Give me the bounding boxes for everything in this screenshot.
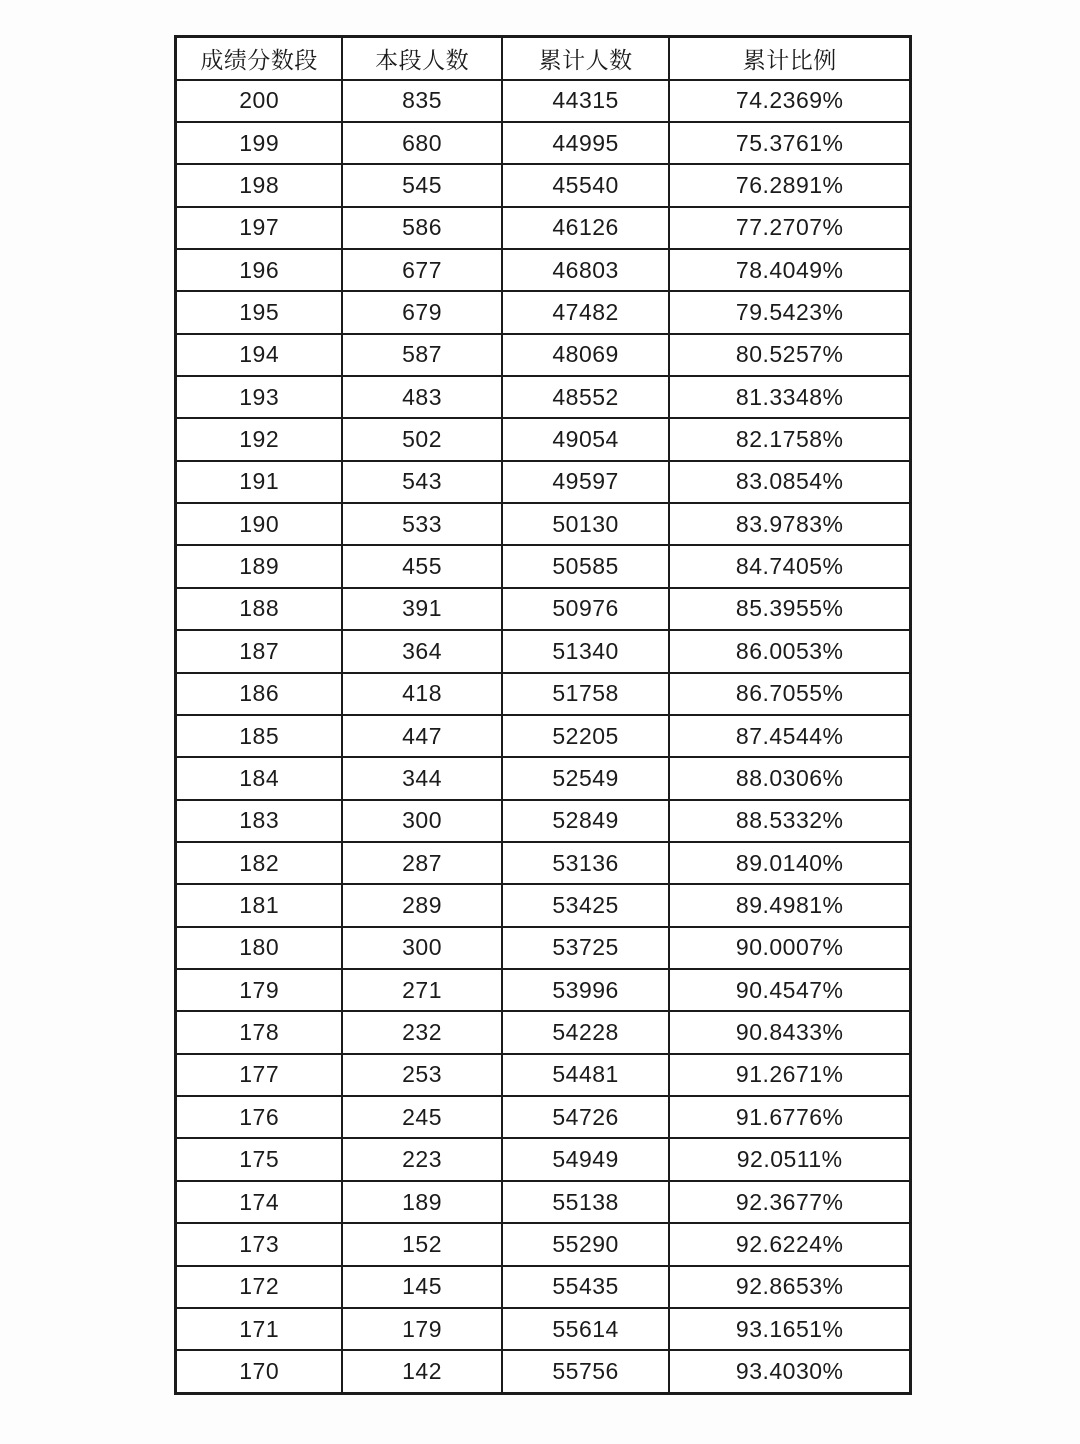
table-cell: 48552	[502, 376, 670, 418]
table-cell: 174	[176, 1181, 343, 1223]
table-cell: 232	[342, 1011, 501, 1053]
table-row	[176, 800, 911, 842]
table-cell: 54726	[502, 1096, 670, 1138]
table-cell: 180	[176, 927, 343, 969]
table-cell: 179	[176, 969, 343, 1011]
table-cell: 364	[342, 630, 501, 672]
table-row	[176, 1096, 911, 1138]
table-cell: 199	[176, 122, 343, 164]
table-cell: 391	[342, 588, 501, 630]
table-cell: 145	[342, 1266, 501, 1308]
table-cell: 271	[342, 969, 501, 1011]
table-cell: 92.0511%	[669, 1138, 910, 1180]
table-cell: 75.3761%	[669, 122, 910, 164]
table-cell: 483	[342, 376, 501, 418]
table-cell: 196	[176, 249, 343, 291]
table-cell: 55435	[502, 1266, 670, 1308]
table-row	[176, 588, 911, 630]
table-cell: 86.7055%	[669, 673, 910, 715]
table-cell: 82.1758%	[669, 418, 910, 460]
table-cell: 533	[342, 503, 501, 545]
table-row	[176, 376, 911, 418]
table-cell: 86.0053%	[669, 630, 910, 672]
table-cell: 92.3677%	[669, 1181, 910, 1223]
table-row	[176, 757, 911, 799]
table-cell: 185	[176, 715, 343, 757]
table-cell: 44315	[502, 80, 670, 122]
table-cell: 587	[342, 334, 501, 376]
table-cell: 80.5257%	[669, 334, 910, 376]
table-cell: 181	[176, 884, 343, 926]
table-cell: 51758	[502, 673, 670, 715]
table-cell: 170	[176, 1350, 343, 1393]
table-cell: 502	[342, 418, 501, 460]
table-cell: 245	[342, 1096, 501, 1138]
table-cell: 90.0007%	[669, 927, 910, 969]
table-row	[176, 1138, 911, 1180]
table-row	[176, 122, 911, 164]
header-score-range: 成绩分数段	[176, 37, 343, 80]
table-row	[176, 207, 911, 249]
table-row	[176, 1223, 911, 1265]
table-cell: 91.2671%	[669, 1054, 910, 1096]
table-cell: 46803	[502, 249, 670, 291]
table-cell: 300	[342, 927, 501, 969]
table-cell: 90.8433%	[669, 1011, 910, 1053]
table-cell: 586	[342, 207, 501, 249]
table-cell: 679	[342, 291, 501, 333]
header-row	[176, 37, 911, 80]
table-cell: 187	[176, 630, 343, 672]
table-row	[176, 1308, 911, 1350]
table-cell: 287	[342, 842, 501, 884]
table-cell: 92.6224%	[669, 1223, 910, 1265]
table-cell: 50130	[502, 503, 670, 545]
table-cell: 193	[176, 376, 343, 418]
table-cell: 85.3955%	[669, 588, 910, 630]
table-cell: 91.6776%	[669, 1096, 910, 1138]
table-cell: 184	[176, 757, 343, 799]
table-cell: 76.2891%	[669, 164, 910, 206]
table-cell: 171	[176, 1308, 343, 1350]
table-row	[176, 80, 911, 122]
table-cell: 152	[342, 1223, 501, 1265]
table-cell: 179	[342, 1308, 501, 1350]
table-cell: 83.0854%	[669, 461, 910, 503]
table-cell: 81.3348%	[669, 376, 910, 418]
table-cell: 89.4981%	[669, 884, 910, 926]
table-row	[176, 842, 911, 884]
table-cell: 183	[176, 800, 343, 842]
table-cell: 300	[342, 800, 501, 842]
table-row	[176, 1181, 911, 1223]
table-row	[176, 291, 911, 333]
table-cell: 188	[176, 588, 343, 630]
table-cell: 93.4030%	[669, 1350, 910, 1393]
table-cell: 55138	[502, 1181, 670, 1223]
table-cell: 92.8653%	[669, 1266, 910, 1308]
table-cell: 200	[176, 80, 343, 122]
table-cell: 77.2707%	[669, 207, 910, 249]
table-cell: 88.5332%	[669, 800, 910, 842]
table-cell: 191	[176, 461, 343, 503]
table-cell: 88.0306%	[669, 757, 910, 799]
table-cell: 53996	[502, 969, 670, 1011]
table-row	[176, 461, 911, 503]
table-cell: 197	[176, 207, 343, 249]
table-cell: 53425	[502, 884, 670, 926]
table-cell: 93.1651%	[669, 1308, 910, 1350]
header-cumulative-ratio: 累计比例	[669, 37, 910, 80]
table-cell: 51340	[502, 630, 670, 672]
table-cell: 52549	[502, 757, 670, 799]
table-cell: 54481	[502, 1054, 670, 1096]
table-cell: 189	[342, 1181, 501, 1223]
table-row	[176, 545, 911, 587]
table-cell: 45540	[502, 164, 670, 206]
table-cell: 55756	[502, 1350, 670, 1393]
table-row	[176, 927, 911, 969]
table-cell: 253	[342, 1054, 501, 1096]
table-cell: 89.0140%	[669, 842, 910, 884]
table-cell: 176	[176, 1096, 343, 1138]
table-row	[176, 969, 911, 1011]
table-cell: 50976	[502, 588, 670, 630]
table-cell: 48069	[502, 334, 670, 376]
table-cell: 680	[342, 122, 501, 164]
table-cell: 46126	[502, 207, 670, 249]
table-row	[176, 334, 911, 376]
table-row	[176, 1350, 911, 1393]
table-cell: 50585	[502, 545, 670, 587]
table-cell: 55614	[502, 1308, 670, 1350]
table-cell: 53725	[502, 927, 670, 969]
table-cell: 198	[176, 164, 343, 206]
table-cell: 178	[176, 1011, 343, 1053]
table-cell: 677	[342, 249, 501, 291]
table-cell: 54949	[502, 1138, 670, 1180]
table-row	[176, 1054, 911, 1096]
table-row	[176, 249, 911, 291]
table-cell: 90.4547%	[669, 969, 910, 1011]
table-body	[176, 80, 911, 1394]
table-cell: 53136	[502, 842, 670, 884]
table-cell: 54228	[502, 1011, 670, 1053]
score-distribution-table	[174, 35, 912, 1395]
table-cell: 83.9783%	[669, 503, 910, 545]
table-row	[176, 418, 911, 460]
table-cell: 455	[342, 545, 501, 587]
table-cell: 55290	[502, 1223, 670, 1265]
table-cell: 182	[176, 842, 343, 884]
table-cell: 190	[176, 503, 343, 545]
table-row	[176, 884, 911, 926]
table-cell: 418	[342, 673, 501, 715]
table-cell: 84.7405%	[669, 545, 910, 587]
table-cell: 49597	[502, 461, 670, 503]
table-cell: 87.4544%	[669, 715, 910, 757]
table-cell: 543	[342, 461, 501, 503]
table-cell: 173	[176, 1223, 343, 1265]
header-segment-count: 本段人数	[342, 37, 501, 80]
table-cell: 47482	[502, 291, 670, 333]
table-cell: 175	[176, 1138, 343, 1180]
table-cell: 835	[342, 80, 501, 122]
table-cell: 189	[176, 545, 343, 587]
table-cell: 447	[342, 715, 501, 757]
table-cell: 172	[176, 1266, 343, 1308]
table-cell: 78.4049%	[669, 249, 910, 291]
table-cell: 74.2369%	[669, 80, 910, 122]
header-cumulative-count: 累计人数	[502, 37, 670, 80]
table-cell: 186	[176, 673, 343, 715]
table-row	[176, 164, 911, 206]
table-row	[176, 715, 911, 757]
table-cell: 545	[342, 164, 501, 206]
table-cell: 52849	[502, 800, 670, 842]
table-row	[176, 1011, 911, 1053]
table-cell: 44995	[502, 122, 670, 164]
table-cell: 223	[342, 1138, 501, 1180]
table-cell: 195	[176, 291, 343, 333]
table-cell: 49054	[502, 418, 670, 460]
table-cell: 344	[342, 757, 501, 799]
table-row	[176, 673, 911, 715]
table-cell: 177	[176, 1054, 343, 1096]
table-cell: 52205	[502, 715, 670, 757]
table-cell: 79.5423%	[669, 291, 910, 333]
table-cell: 142	[342, 1350, 501, 1393]
table-row	[176, 503, 911, 545]
table-cell: 192	[176, 418, 343, 460]
table-cell: 194	[176, 334, 343, 376]
table-row	[176, 630, 911, 672]
table-cell: 289	[342, 884, 501, 926]
table-row	[176, 1266, 911, 1308]
